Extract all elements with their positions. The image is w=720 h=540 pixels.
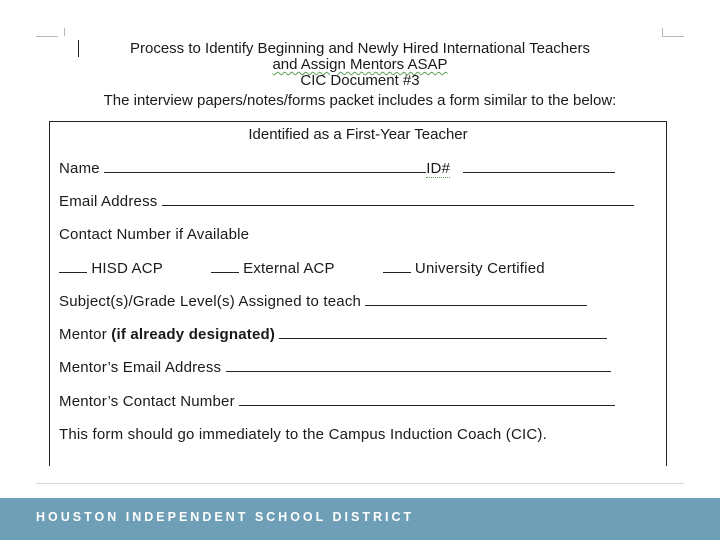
mentor-row	[59, 326, 607, 343]
mentor-email-field[interactable]	[226, 359, 611, 372]
document-title-line-2-text: and Assign Mentors ASAP	[272, 56, 448, 73]
email-label: Email Address	[59, 193, 158, 210]
document-title-line-1: Process to Identify Beginning and Newly Hired International Teachers	[130, 40, 590, 57]
name-field[interactable]	[104, 160, 426, 173]
first-year-teacher-form	[49, 121, 667, 466]
cert-option-university: University Certified	[414, 260, 545, 277]
mentor-label: Mentor	[59, 326, 107, 343]
cert-blank-university[interactable]	[383, 260, 411, 273]
crop-mark-top-left	[36, 26, 58, 37]
form-title: Identified as a First-Year Teacher	[248, 126, 468, 143]
footer-organization-name: HOUSTON INDEPENDENT SCHOOL DISTRICT	[36, 510, 415, 524]
contact-row	[59, 226, 249, 243]
page-divider	[36, 483, 684, 484]
cert-option-external-acp: External ACP	[243, 260, 335, 277]
cert-blank-hisd-acp[interactable]	[59, 260, 87, 273]
contact-label: Contact Number if Available	[59, 226, 250, 243]
mentor-email-row	[59, 359, 611, 376]
mentor-contact-row	[59, 393, 615, 410]
footer-bar	[0, 498, 720, 540]
packet-intro-text: The interview papers/notes/forms packet includes a form similar to the below:	[103, 92, 617, 109]
certification-row	[59, 260, 545, 277]
subject-field[interactable]	[365, 293, 587, 306]
mentor-field[interactable]	[279, 326, 607, 339]
subject-row	[59, 293, 587, 310]
name-row	[59, 160, 615, 177]
cert-blank-external-acp[interactable]	[211, 260, 239, 273]
mentor-contact-label: Mentor’s Contact Number	[59, 393, 235, 410]
crop-mark-top-right-tick	[662, 28, 669, 36]
id-label: ID#	[426, 160, 451, 177]
crop-mark-top-left-tick	[58, 28, 65, 36]
mentor-note: (if already designated)	[111, 326, 276, 343]
cert-option-hisd-acp: HISD ACP	[91, 260, 163, 277]
mentor-email-label: Mentor’s Email Address	[59, 359, 222, 376]
document-number: CIC Document #3	[300, 72, 420, 89]
name-label: Name	[59, 160, 100, 177]
mentor-contact-field[interactable]	[239, 393, 615, 406]
email-row	[59, 193, 634, 210]
id-field[interactable]	[463, 160, 615, 173]
email-field[interactable]	[162, 193, 634, 206]
form-instruction: This form should go immediately to the Campus Induction Coach (CIC).	[59, 426, 547, 443]
document-title-line-2	[0, 56, 720, 73]
subject-label: Subject(s)/Grade Level(s) Assigned to teach	[59, 293, 362, 310]
